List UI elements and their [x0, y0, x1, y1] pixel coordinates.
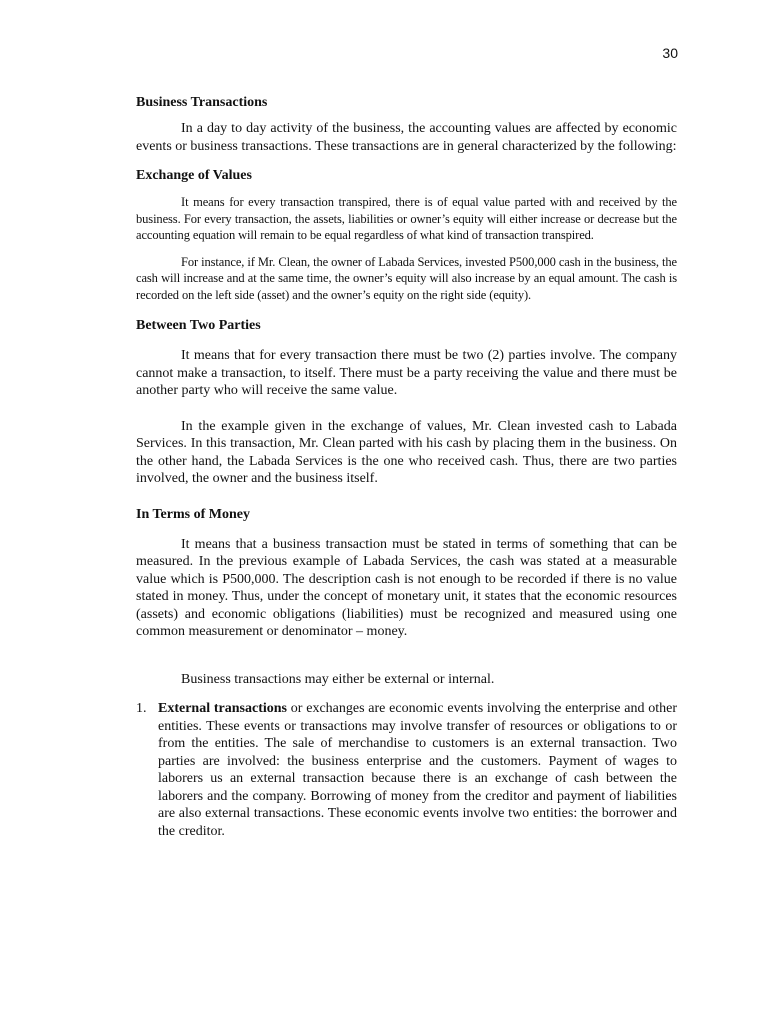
heading-between-two-parties: Between Two Parties [136, 318, 261, 333]
paragraph-in-terms-of-money: It means that a business transaction must be stated in terms of something that can be measured. In the previous example of Labada Services, the cash was stated at a measurable value which is P500,000. The description cash is not enough to be recorded if there is no value stated in money. Thus, under the concept of monetary unit, it states that the economic resources (assets) and economic obligations (liabilities) must be recognized and measured using one common measurement or denominator – money. [136, 536, 677, 639]
heading-exchange-of-values: Exchange of Values [136, 168, 252, 183]
page-number: 30 [662, 45, 678, 61]
paragraph-business-transactions: In a day to day activity of the business, the accounting values are affected by economic events or business transactions. These transactions are in general characterized by the following: [136, 121, 677, 154]
paragraph-external-internal: Business transactions may either be external or internal. [181, 671, 495, 687]
list-item-text: or exchanges are economic events involving the enterprise and other entities. These events or transactions may involve transfer of resources or obligations to or from the entities. The sale of merchandise to customers is an external transaction. Two parties are involved: the business enterprise and the customers. Payment of wages to laborers us an external transaction because there is an exchange of cash between the laborers and the company. Borrowing of money from the creditor and payment of liabilities are also external transactions. These economic events involve two entities: the borrower and the creditor. [158, 701, 677, 839]
paragraph-between-two-parties-2: In the example given in the exchange of values, Mr. Clean invested cash to Labada Services. In this transaction, Mr. Clean parted with his cash by placing them in the business. On the other hand, the Labada Services is the one who received cash. Thus, there are two parties involved, the owner and the business itself. [136, 418, 677, 486]
paragraph-between-two-parties-1: It means that for every transaction there must be two (2) parties involve. The company cannot make a transaction, to itself. There must be a party receiving the value and there must be another party who will receive the same value. [136, 348, 677, 398]
transaction-types-list [136, 700, 677, 840]
document-body [136, 94, 677, 840]
list-item-number: 1. [136, 701, 147, 716]
heading-business-transactions: Business Transactions [136, 95, 268, 110]
list-item-term: External transactions [158, 701, 287, 716]
paragraph-exchange-of-values-2: For instance, if Mr. Clean, the owner of Labada Services, invested P500,000 cash in the business, the cash will increase and at the same time, the owner’s equity will also increase by an equal amount. The cash is recorded on the left side (asset) and the owner’s equity on the right side (equity). [136, 254, 677, 302]
paragraph-exchange-of-values-1: It means for every transaction transpired, there is of equal value parted with and received by the business. For every transaction, the assets, liabilities or owner’s equity will either increase or decrease but the accounting equation will remain to be equal regardless of what kind of transaction transpired. [136, 195, 677, 242]
heading-in-terms-of-money: In Terms of Money [136, 506, 250, 522]
list-item [136, 700, 677, 840]
